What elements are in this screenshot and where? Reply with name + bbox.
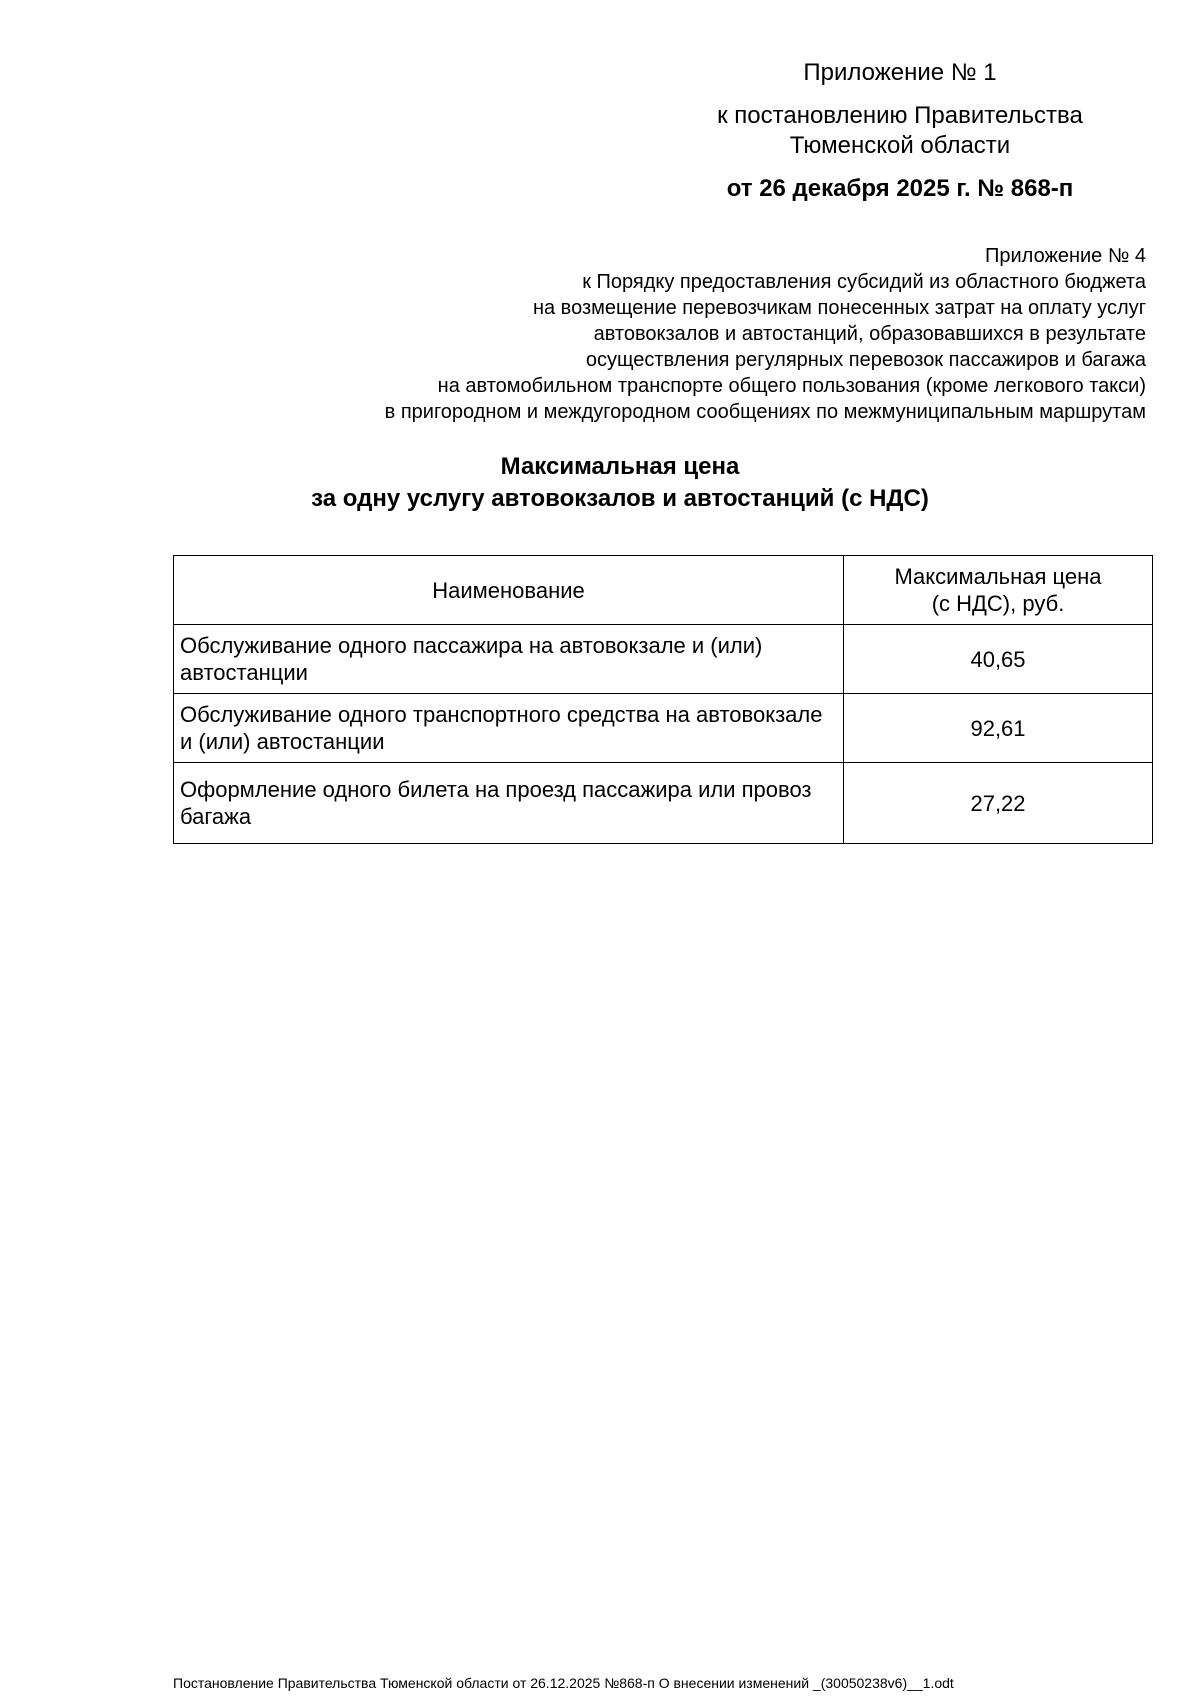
table-header-row	[174, 556, 1153, 625]
row-price-cell: 40,65	[844, 625, 1153, 694]
table-row	[174, 763, 1153, 844]
row-price-cell: 27,22	[844, 763, 1153, 844]
appendix-4-line: Приложение № 4	[985, 245, 1146, 267]
appendix-4-line: к Порядку предоставления субсидий из областного бюджета	[582, 271, 1146, 293]
appendix-1-resolution	[640, 101, 1160, 161]
appendix-4-block	[246, 243, 1146, 425]
appendix-1-title: Приложение № 1	[803, 59, 997, 86]
table-title-line-1: Максимальная цена	[500, 453, 740, 480]
row-price-cell: 92,61	[844, 694, 1153, 763]
appendix-4-line: осуществления регулярных перевозок пассажиров и багажа	[585, 349, 1146, 371]
row-name-cell: Обслуживание одного транспортного средства на автовокзале и (или) автостанции	[174, 694, 844, 763]
table-row	[174, 625, 1153, 694]
table-row	[174, 694, 1153, 763]
row-name-cell: Обслуживание одного пассажира на автовокзале и (или) автостанции	[174, 625, 844, 694]
row-name-cell: Оформление одного билета на проезд пассажира или провоз багажа	[174, 763, 844, 844]
page-footer: Постановление Правительства Тюменской области от 26.12.2025 №868-п О внесении изменений _(30050238v6)__1.odt	[173, 1675, 954, 1691]
appendix-1-date-number: от 26 декабря 2025 г. № 868-п	[726, 175, 1074, 202]
appendix-4-line: автовокзалов и автостанций, образовавшихся в результате	[593, 323, 1146, 345]
header-price-cell	[844, 556, 1153, 625]
table-title-line-2: за одну услугу автовокзалов и автостанций (с НДС)	[311, 485, 929, 512]
appendix-4-line: на возмещение перевозчикам понесенных затрат на оплату услуг	[532, 297, 1146, 319]
header-price-line-1: Максимальная цена	[894, 564, 1102, 589]
appendix-1-resolution-line-1: к постановлению Правительства	[717, 102, 1083, 129]
header-name-cell: Наименование	[174, 556, 844, 625]
table-title	[160, 451, 1080, 515]
appendix-1-resolution-line-2: Тюменской области	[789, 132, 1011, 159]
header-price-line-2: (с НДС), руб.	[931, 591, 1065, 616]
appendix-4-line: на автомобильном транспорте общего пользования (кроме легкового такси)	[437, 375, 1146, 397]
appendix-4-line: в пригородном и междугородном сообщениях по межмуниципальным маршрутам	[384, 401, 1146, 423]
price-table	[173, 555, 1153, 844]
